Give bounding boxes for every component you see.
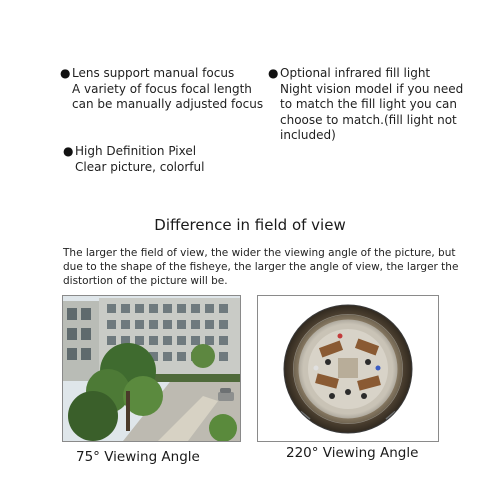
photo-75-degree-view <box>62 295 241 442</box>
feature-line: Optional infrared fill light <box>280 66 431 80</box>
fisheye-office-image <box>258 296 438 441</box>
feature-line: High Definition Pixel <box>75 144 197 158</box>
street-scene-image <box>63 296 240 441</box>
bullet-icon: ● <box>63 144 74 158</box>
caption-75-degree: 75° Viewing Angle <box>76 449 200 465</box>
feature-line: Night vision model if you need <box>280 81 464 96</box>
description-line: due to the shape of the fisheye, the larger the angle of view, the larger the <box>63 261 459 273</box>
description-line: The larger the field of view, the wider the viewing angle of the picture, but <box>63 247 456 259</box>
feature-line: to match the fill light you can <box>280 97 458 111</box>
feature-hd-pixel <box>63 144 205 175</box>
bullet-icon: ● <box>60 66 71 80</box>
feature-line: can be manually adjusted focus <box>72 97 264 111</box>
feature-line: Lens support manual focus <box>72 66 235 80</box>
feature-infrared-fill-light <box>268 66 464 144</box>
feature-line: included) <box>280 128 336 142</box>
feature-line: Clear picture, colorful <box>75 159 205 174</box>
bullet-icon: ● <box>268 66 279 80</box>
feature-line: choose to match.(fill light not <box>280 112 457 127</box>
section-heading: Difference in field of view <box>154 216 346 234</box>
feature-line: A variety of focus focal length <box>72 81 252 96</box>
photo-220-degree-view <box>257 295 439 442</box>
feature-manual-focus <box>60 66 264 113</box>
description-line: distortion of the picture will be. <box>63 275 228 287</box>
caption-220-degree: 220° Viewing Angle <box>286 445 419 461</box>
section-description <box>63 246 458 288</box>
